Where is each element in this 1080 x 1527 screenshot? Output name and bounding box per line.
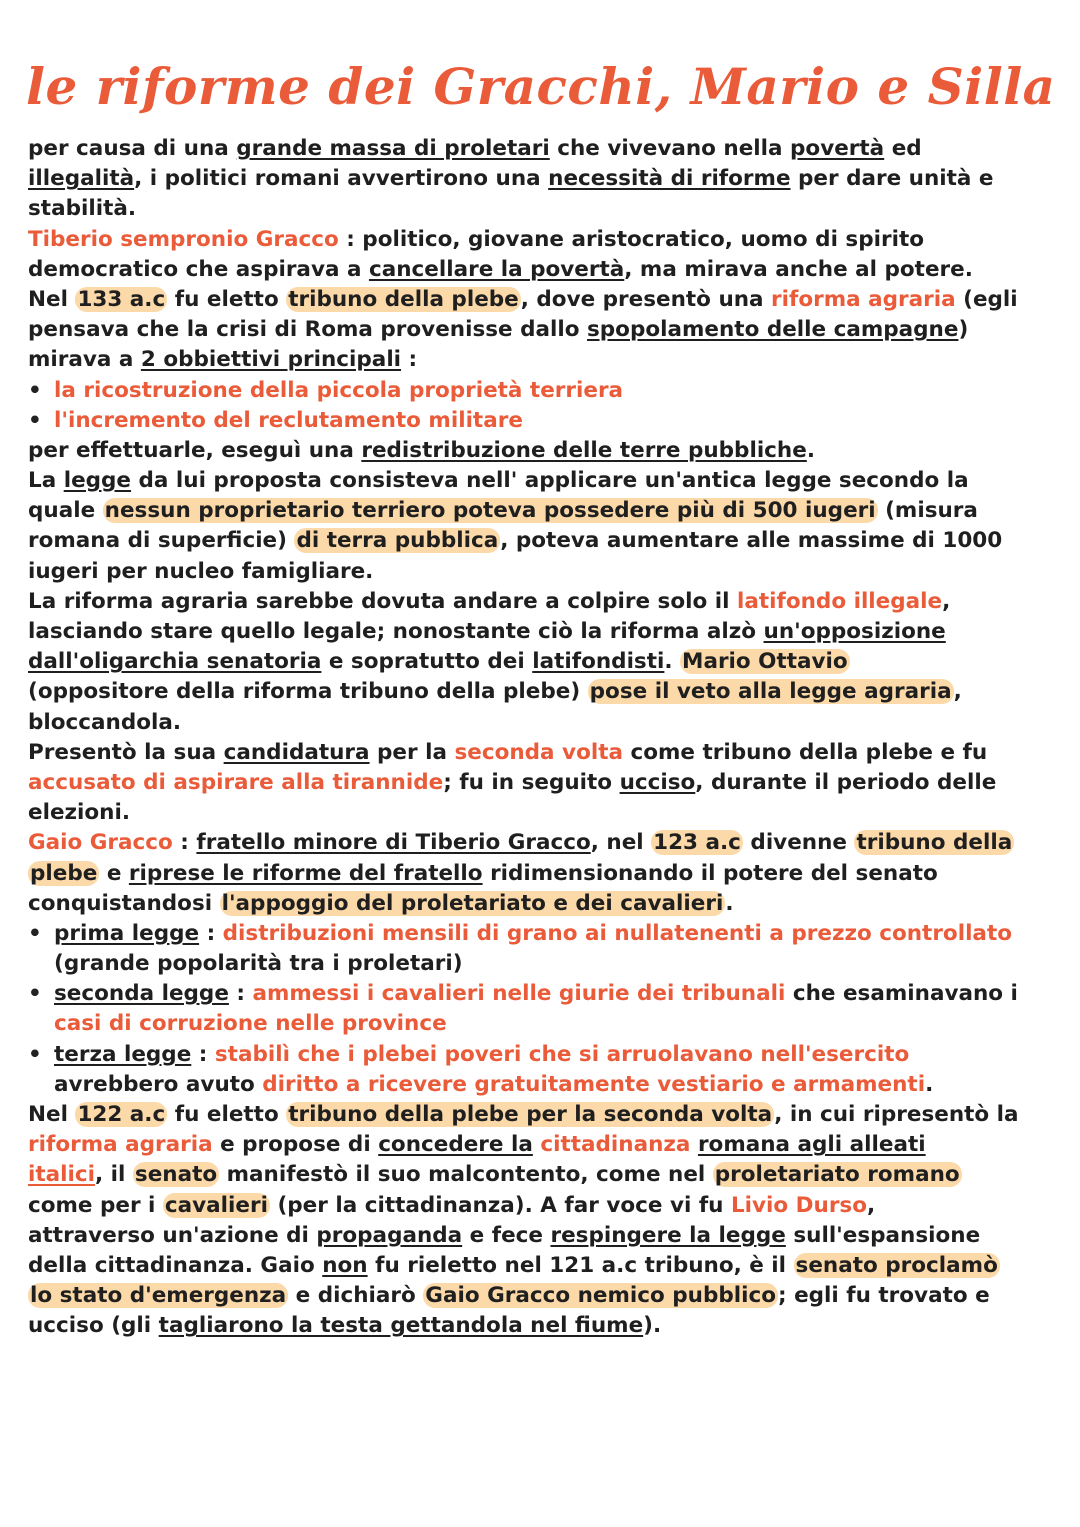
text: candidatura <box>223 739 370 765</box>
text: Nel <box>28 286 76 312</box>
text: necessità di riforme <box>548 166 791 192</box>
text-line <box>28 345 1058 375</box>
text-line <box>28 436 1058 466</box>
text-line <box>28 1221 1058 1251</box>
text: italici <box>28 1162 96 1188</box>
text: : politico, giovane aristocratico, uomo di spirito <box>338 226 925 252</box>
text: per effettuarle, eseguì una <box>28 437 362 463</box>
text: Livio Durso <box>730 1192 868 1218</box>
text: tagliarono la testa gettandola nel fiume <box>158 1313 644 1339</box>
bullet-icon: • <box>28 407 42 433</box>
text: manifestò il suo malcontento, come nel <box>219 1162 713 1188</box>
highlight: 123 a.c <box>653 830 741 856</box>
law-item <box>28 979 1058 1009</box>
text-line <box>28 1311 1058 1341</box>
text: un'opposizione <box>763 619 946 644</box>
text: e dichiarò <box>288 1283 424 1309</box>
text: divenne <box>742 830 855 856</box>
bullet-icon: • <box>28 377 42 403</box>
law-label: prima legge <box>54 920 200 946</box>
text: (oppositore della riforma tribuno della plebe) <box>28 679 588 705</box>
text: ucciso <box>619 769 696 795</box>
text: ) <box>958 317 969 343</box>
text: La <box>28 468 64 494</box>
text: . <box>925 1071 934 1097</box>
text: e propose di <box>212 1132 379 1158</box>
text: romana di superficie) <box>28 528 295 554</box>
text: e <box>99 860 129 886</box>
text: riprese le riforme del fratello <box>128 860 483 886</box>
bullet-icon: • <box>28 920 42 946</box>
highlight: Gaio Gracco nemico pubblico <box>425 1283 776 1309</box>
person-name: Tiberio sempronio Gracco <box>28 226 339 252</box>
text: ridimensionando il potere del senato <box>482 860 938 886</box>
text-line <box>28 1100 1058 1130</box>
law-label: seconda legge <box>54 981 229 1007</box>
text-line <box>28 1130 1058 1160</box>
text-line <box>28 134 1058 164</box>
text: propaganda <box>316 1222 463 1248</box>
text: della cittadinanza. Gaio <box>28 1252 323 1278</box>
highlight: proletariato romano <box>714 1162 960 1188</box>
text: ; egli fu trovato e <box>777 1283 990 1309</box>
text: (misura <box>877 498 978 524</box>
highlight: lo stato d'emergenza <box>30 1283 287 1309</box>
text: che vivevano nella <box>549 136 791 161</box>
text: (per la cittadinanza). A far voce vi fu <box>269 1192 731 1218</box>
highlight: 122 a.c <box>77 1102 166 1127</box>
text: , <box>953 679 962 705</box>
highlight: Mario Ottavio <box>682 649 848 675</box>
text: riforma agraria <box>771 286 956 312</box>
page-title: le riforme dei Gracchi, Mario e Silla <box>26 57 1056 116</box>
text-line <box>28 1009 1058 1039</box>
text: , i politici romani avvertirono una <box>134 166 549 192</box>
text-line <box>28 1070 1058 1100</box>
text: , il <box>95 1162 133 1188</box>
text: la ricostruzione della piccola proprietà terriera <box>54 377 624 403</box>
text-line <box>28 859 1058 889</box>
text: e fece <box>462 1222 551 1248</box>
text: ; fu in seguito <box>443 769 620 795</box>
text: fratello minore di Tiberio Gracco <box>196 830 591 856</box>
bullet-item <box>28 406 1058 436</box>
text: stabilì che i plebei poveri che si arruolavano nell'esercito <box>214 1041 910 1067</box>
text: latifondo illegale <box>736 588 943 614</box>
law-item <box>28 919 1058 949</box>
text-line <box>28 647 1058 677</box>
text: lasciando stare quello legale; nonostante ciò la riforma alzò <box>28 619 764 644</box>
text-line <box>28 315 1058 345</box>
text: fu rieletto nel 121 a.c tribuno, è il <box>367 1252 794 1278</box>
text-line <box>28 285 1058 315</box>
text: fu eletto <box>167 286 287 312</box>
text: diritto a ricevere gratuitamente vestiario e armamenti <box>262 1071 926 1097</box>
text: (grande popolarità tra i proletari) <box>54 951 463 977</box>
text-line <box>28 949 1058 979</box>
text: , ma mirava anche al potere. <box>624 256 973 282</box>
text: avrebbero avuto <box>54 1071 263 1097</box>
text: , poteva aumentare alle massime di 1000 <box>500 528 1003 554</box>
text: ). <box>643 1313 662 1339</box>
text: seconda volta <box>454 739 623 765</box>
text-line <box>28 738 1058 768</box>
highlight: plebe <box>30 860 98 886</box>
text: ed <box>884 136 922 161</box>
text <box>690 1132 698 1157</box>
text: casi di corruzione nelle province <box>54 1011 447 1037</box>
text-line <box>28 828 1058 858</box>
highlight: 133 a.c <box>77 286 166 312</box>
highlight: tribuno della <box>856 830 1013 856</box>
text: illegalità <box>28 166 135 192</box>
text: : <box>172 830 197 856</box>
text: l'incremento del reclutamento militare <box>54 407 523 433</box>
text-line <box>28 526 1058 556</box>
text: dall'oligarchia senatoria <box>28 649 322 675</box>
text: iugeri per nucleo famigliare. <box>28 558 374 584</box>
text: per la <box>369 739 455 765</box>
text: cancellare la povertà <box>368 256 625 282</box>
text: stabilità. <box>28 196 137 222</box>
highlight: tribuno della plebe <box>288 286 519 312</box>
text: , nel <box>590 830 652 856</box>
text: Nel <box>28 1102 76 1127</box>
text: Presentò la sua <box>28 739 224 765</box>
highlight: senato <box>134 1162 218 1188</box>
text: romana agli alleati <box>697 1132 926 1158</box>
text: : <box>199 920 223 946</box>
notes-body <box>28 134 1058 1342</box>
text: attraverso un'azione di <box>28 1222 317 1248</box>
text-line <box>28 1281 1058 1311</box>
text: , <box>942 588 951 614</box>
text-line <box>28 1251 1058 1281</box>
bullet-item <box>28 376 1058 406</box>
text: , dove presentò una <box>520 286 772 312</box>
highlight: senato proclamò <box>795 1252 998 1278</box>
text: pensava che la crisi di Roma provenisse dallo <box>28 317 587 343</box>
text-line <box>28 557 1058 587</box>
text: come per i <box>28 1192 163 1218</box>
text: concedere la <box>378 1132 533 1158</box>
text: distribuzioni mensili di grano ai nullatenenti a prezzo controllato <box>222 920 1012 946</box>
text: 2 obbiettivi principali <box>140 347 402 373</box>
text-line <box>28 768 1058 798</box>
text: mirava a <box>28 347 141 373</box>
text: , durante il periodo delle <box>695 769 997 795</box>
text: spopolamento delle campagne <box>587 317 959 343</box>
text: La riforma agraria sarebbe dovuta andare a colpire solo il <box>28 588 737 614</box>
text-line <box>28 496 1058 526</box>
text: fu eletto <box>167 1102 287 1127</box>
text: : <box>401 347 418 373</box>
text: bloccandola. <box>28 709 182 735</box>
text: . <box>806 437 815 463</box>
text-line <box>28 677 1058 707</box>
highlight: nessun proprietario terriero poteva possedere più di 500 iugeri <box>104 498 876 524</box>
text-line <box>28 708 1058 738</box>
text: per dare unità e <box>790 166 994 192</box>
text: che esaminavano i <box>785 981 1018 1007</box>
law-item <box>28 1040 1058 1070</box>
text: redistribuzione delle terre pubbliche <box>361 437 807 463</box>
highlight: l'appoggio del proletariato e dei cavalieri <box>221 890 724 916</box>
text: elezioni. <box>28 800 131 826</box>
text: da lui proposta consisteva nell' applicare un'antica legge secondo la <box>131 468 969 494</box>
text: legge <box>63 468 132 494</box>
text-line <box>28 587 1058 617</box>
text: conquistandosi <box>28 890 220 916</box>
text: cittadinanza <box>540 1132 691 1158</box>
text-line <box>28 617 1058 647</box>
text: . <box>725 890 734 916</box>
bullet-icon: • <box>28 981 42 1007</box>
text: accusato di aspirare alla tirannide <box>28 769 444 795</box>
highlight: pose il veto alla legge agraria <box>589 679 952 705</box>
text-line <box>28 194 1058 224</box>
text: come tribuno della plebe e fu <box>623 739 988 765</box>
text-line <box>28 889 1058 919</box>
text: per causa di una <box>28 136 237 161</box>
text: ammessi i cavalieri nelle giurie dei tribunali <box>252 981 786 1007</box>
highlight: tribuno della plebe per la seconda volta <box>288 1102 773 1127</box>
text-line <box>28 255 1058 285</box>
text: grande massa di proletari <box>236 136 550 161</box>
text: latifondisti <box>532 649 665 675</box>
text: , <box>867 1192 876 1218</box>
highlight: cavalieri <box>164 1192 268 1218</box>
text-line <box>28 1160 1058 1190</box>
text: : <box>191 1041 215 1067</box>
text: povertà <box>790 136 885 161</box>
text: democratico che aspirava a <box>28 256 369 282</box>
text: : <box>228 981 253 1007</box>
person-name: Gaio Gracco <box>28 830 173 856</box>
highlight: di terra pubblica <box>296 528 499 554</box>
text-line <box>28 1191 1058 1221</box>
text: e sopratutto dei <box>321 649 533 675</box>
text: non <box>322 1252 368 1278</box>
text-line <box>28 798 1058 828</box>
text: quale <box>28 498 103 524</box>
text: (egli <box>955 286 1018 312</box>
text: respingere la legge <box>550 1222 786 1248</box>
text: ucciso (gli <box>28 1313 159 1339</box>
text: . <box>664 649 681 675</box>
text-line <box>28 466 1058 496</box>
law-label: terza legge <box>54 1041 192 1067</box>
text: sull'espansione <box>785 1222 981 1248</box>
text: riforma agraria <box>28 1132 213 1158</box>
bullet-icon: • <box>28 1041 42 1067</box>
text-line <box>28 225 1058 255</box>
text: , in cui ripresentò la <box>774 1102 1019 1127</box>
text-line <box>28 164 1058 194</box>
